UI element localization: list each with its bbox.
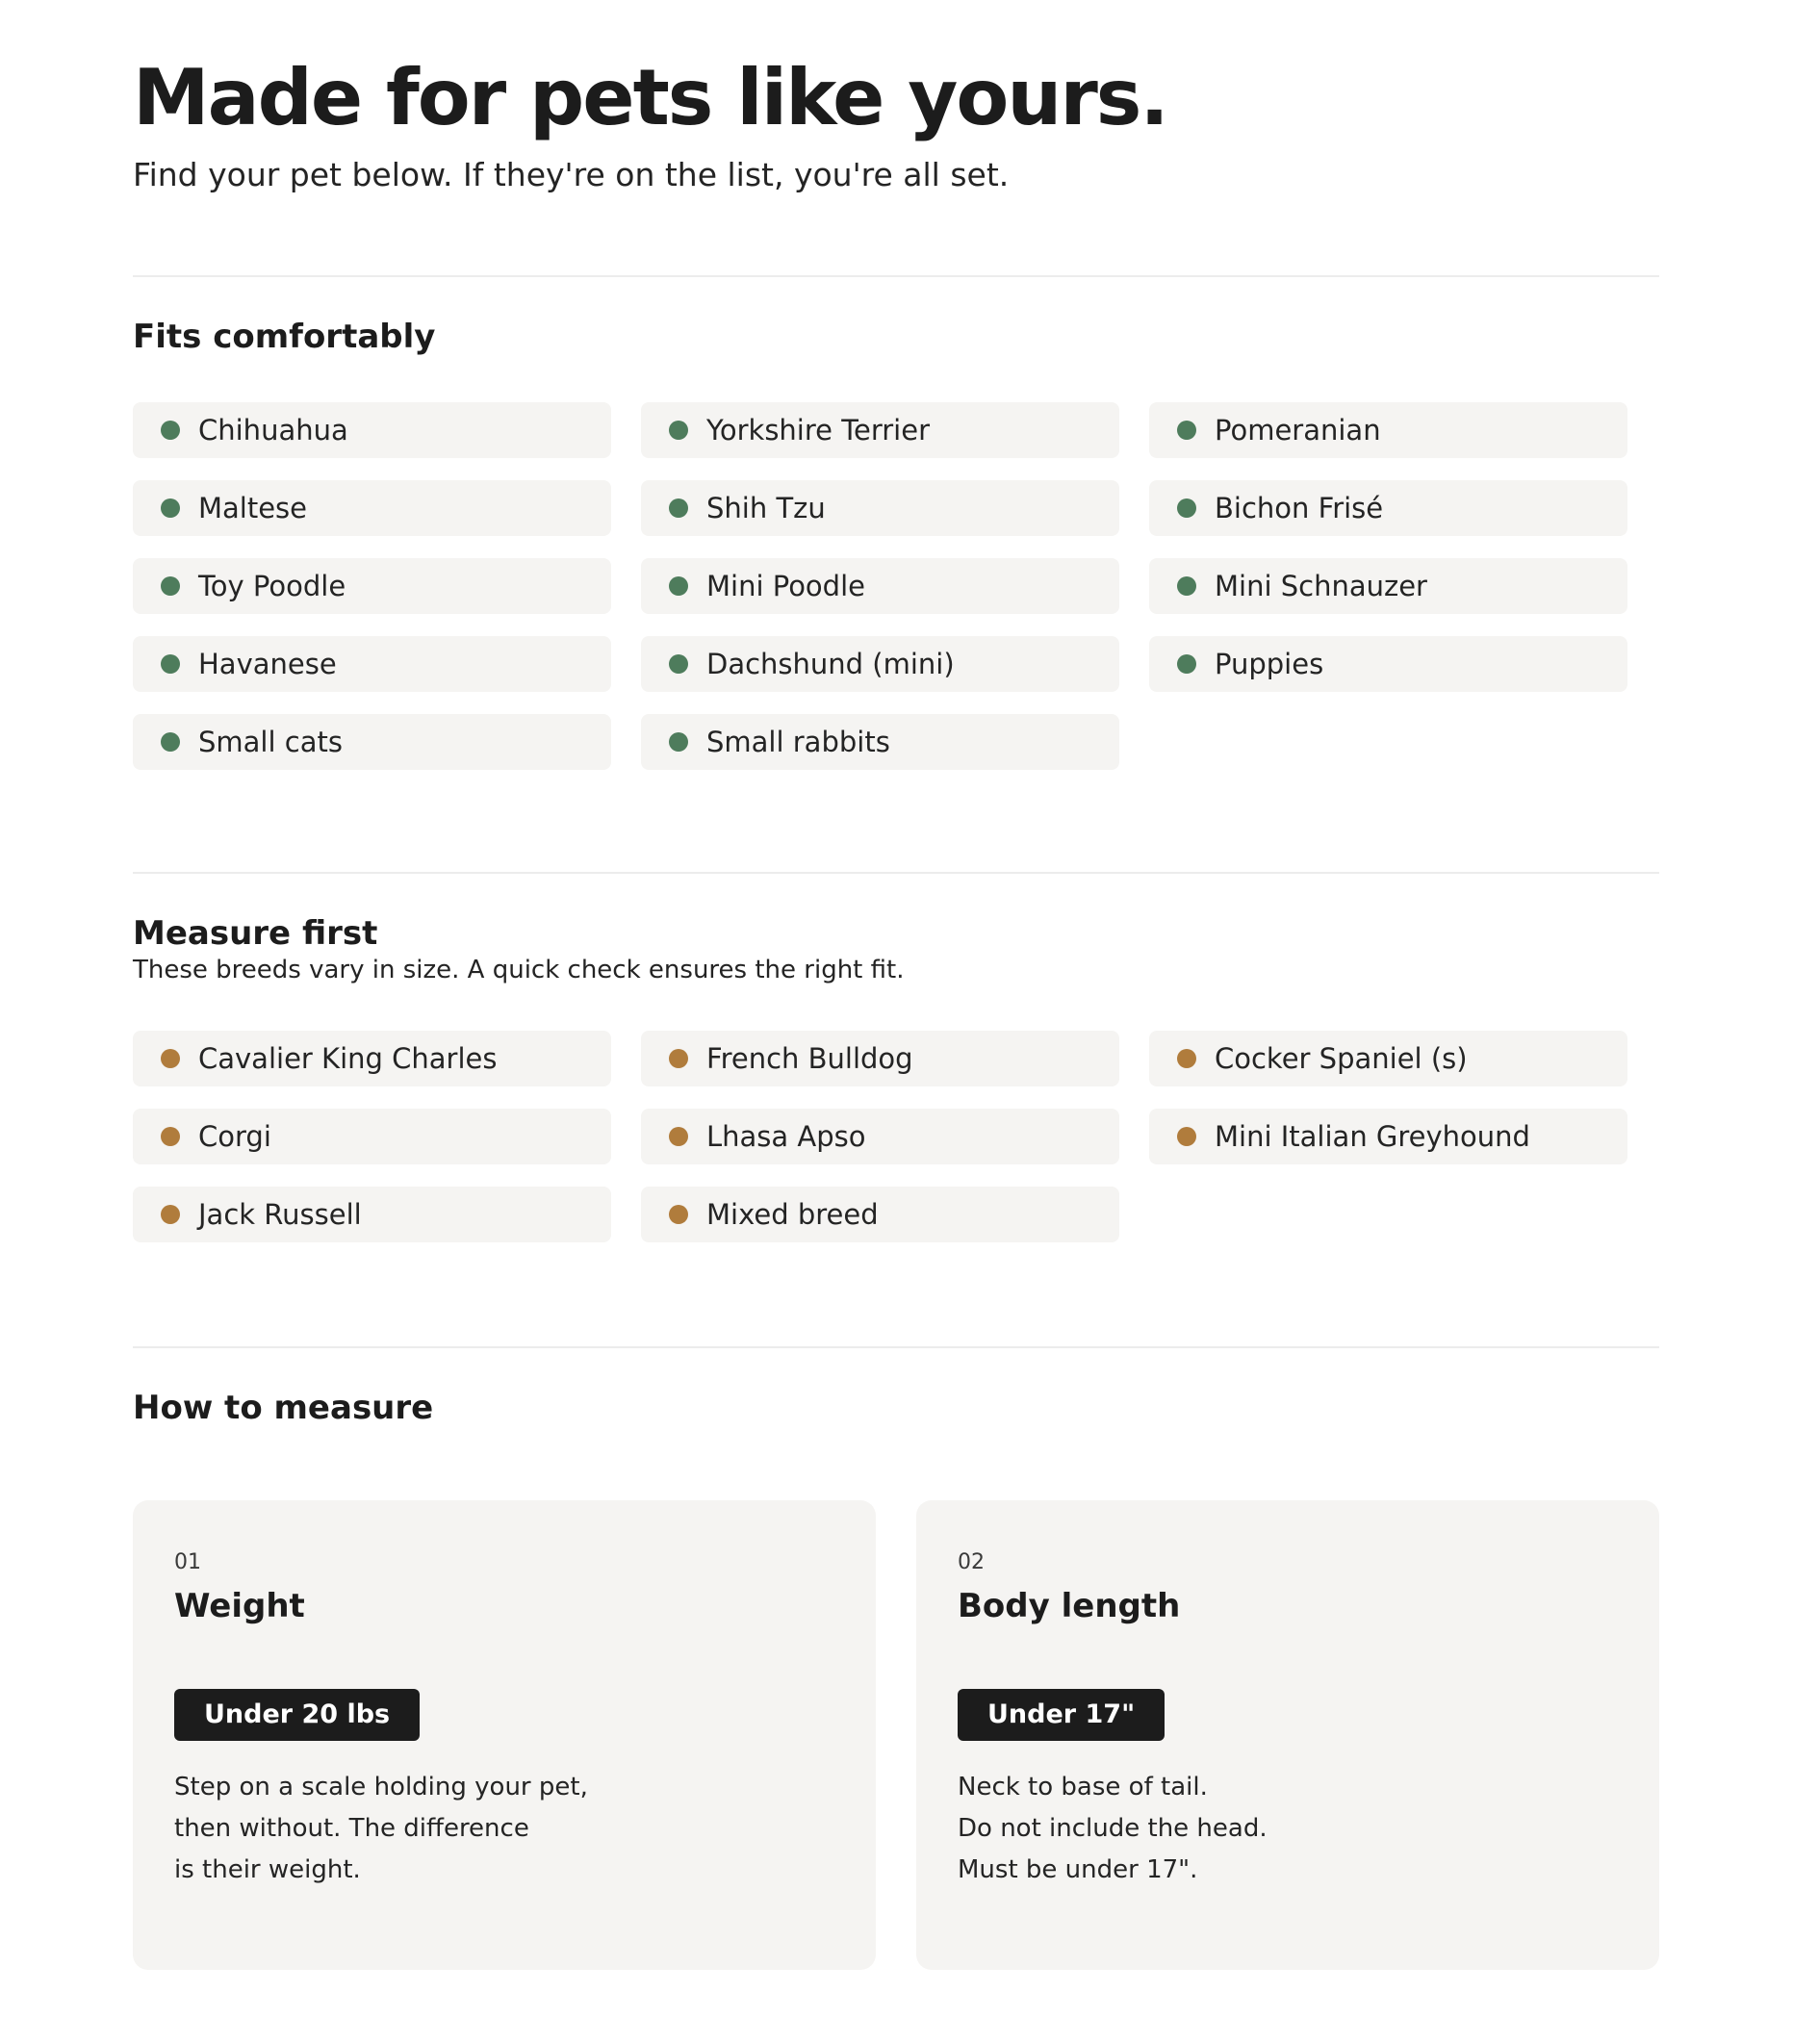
card-line: Neck to base of tail. <box>958 1773 1208 1801</box>
card-line: Must be under 17". <box>958 1855 1198 1884</box>
breed-label: Bichon Frisé <box>1215 492 1384 524</box>
measure-description: These breeds vary in size. A quick check ensures the right fit. <box>133 956 905 984</box>
card-description <box>174 1767 829 1891</box>
breed-label: Havanese <box>198 648 337 680</box>
card-line: Step on a scale holding your pet, <box>174 1773 588 1801</box>
status-dot-icon <box>161 421 180 440</box>
breed-item <box>1149 480 1627 536</box>
status-dot-icon <box>669 654 688 674</box>
breed-label: Corgi <box>198 1120 271 1153</box>
breed-label: Cavalier King Charles <box>198 1042 498 1075</box>
card-number: 02 <box>958 1550 985 1574</box>
divider <box>133 1346 1659 1348</box>
status-dot-icon <box>669 1049 688 1068</box>
breed-label: Mini Italian Greyhound <box>1215 1120 1530 1153</box>
card-title: Weight <box>174 1587 305 1625</box>
breed-item <box>133 1187 611 1242</box>
breed-item <box>641 1187 1119 1242</box>
how-to-heading: How to measure <box>133 1389 434 1427</box>
status-dot-icon <box>1177 1049 1196 1068</box>
status-dot-icon <box>669 1205 688 1224</box>
card-line: then without. The difference <box>174 1814 529 1843</box>
status-dot-icon <box>161 1049 180 1068</box>
card-description <box>958 1767 1612 1891</box>
status-dot-icon <box>161 1127 180 1146</box>
card-line: Do not include the head. <box>958 1814 1268 1843</box>
page-subtitle: Find your pet below. If they're on the list, you're all set. <box>133 156 1010 193</box>
fits-heading: Fits comfortably <box>133 318 436 356</box>
breed-item <box>133 1109 611 1164</box>
breed-item <box>641 558 1119 614</box>
breed-label: Mixed breed <box>706 1198 879 1231</box>
breed-item <box>641 1031 1119 1086</box>
breed-item <box>133 558 611 614</box>
page-title: Made for pets like yours. <box>133 53 1167 142</box>
limit-badge: Under 20 lbs <box>174 1689 420 1741</box>
measure-list <box>133 1031 1634 1242</box>
breed-item <box>133 714 611 770</box>
status-dot-icon <box>1177 1127 1196 1146</box>
breed-item <box>133 402 611 458</box>
breed-item <box>1149 558 1627 614</box>
breed-label: Jack Russell <box>198 1198 362 1231</box>
measure-heading: Measure first <box>133 914 378 953</box>
breed-label: Small cats <box>198 726 343 758</box>
breed-item <box>641 1109 1119 1164</box>
status-dot-icon <box>161 576 180 596</box>
breed-label: Small rabbits <box>706 726 890 758</box>
breed-item <box>133 480 611 536</box>
status-dot-icon <box>1177 421 1196 440</box>
breed-label: Maltese <box>198 492 308 524</box>
status-dot-icon <box>161 654 180 674</box>
divider <box>133 872 1659 874</box>
breed-item <box>1149 402 1627 458</box>
breed-item <box>1149 1031 1627 1086</box>
breed-item <box>1149 636 1627 692</box>
breed-item <box>641 636 1119 692</box>
status-dot-icon <box>161 498 180 518</box>
breed-label: Toy Poodle <box>198 570 346 602</box>
breed-item <box>133 1031 611 1086</box>
status-dot-icon <box>161 1205 180 1224</box>
breed-item <box>641 480 1119 536</box>
breed-label: Chihuahua <box>198 414 348 447</box>
breed-label: Pomeranian <box>1215 414 1381 447</box>
breed-item <box>641 714 1119 770</box>
status-dot-icon <box>669 1127 688 1146</box>
weight-card <box>133 1500 876 1970</box>
breed-label: Puppies <box>1215 648 1324 680</box>
breed-item <box>1149 1109 1627 1164</box>
breed-label: Dachshund (mini) <box>706 648 955 680</box>
breed-label: Lhasa Apso <box>706 1120 866 1153</box>
status-dot-icon <box>1177 654 1196 674</box>
status-dot-icon <box>669 421 688 440</box>
breed-item <box>133 636 611 692</box>
card-number: 01 <box>174 1550 201 1574</box>
divider <box>133 275 1659 277</box>
status-dot-icon <box>1177 576 1196 596</box>
status-dot-icon <box>669 576 688 596</box>
fits-list <box>133 402 1634 770</box>
breed-label: Cocker Spaniel (s) <box>1215 1042 1468 1075</box>
status-dot-icon <box>669 732 688 752</box>
status-dot-icon <box>669 498 688 518</box>
body-length-card <box>916 1500 1659 1970</box>
status-dot-icon <box>1177 498 1196 518</box>
limit-badge: Under 17" <box>958 1689 1165 1741</box>
breed-label: Yorkshire Terrier <box>706 414 930 447</box>
card-line: is their weight. <box>174 1855 361 1884</box>
card-title: Body length <box>958 1587 1181 1625</box>
breed-label: Mini Poodle <box>706 570 865 602</box>
breed-label: Shih Tzu <box>706 492 826 524</box>
status-dot-icon <box>161 732 180 752</box>
breed-item <box>641 402 1119 458</box>
breed-label: Mini Schnauzer <box>1215 570 1427 602</box>
breed-label: French Bulldog <box>706 1042 913 1075</box>
